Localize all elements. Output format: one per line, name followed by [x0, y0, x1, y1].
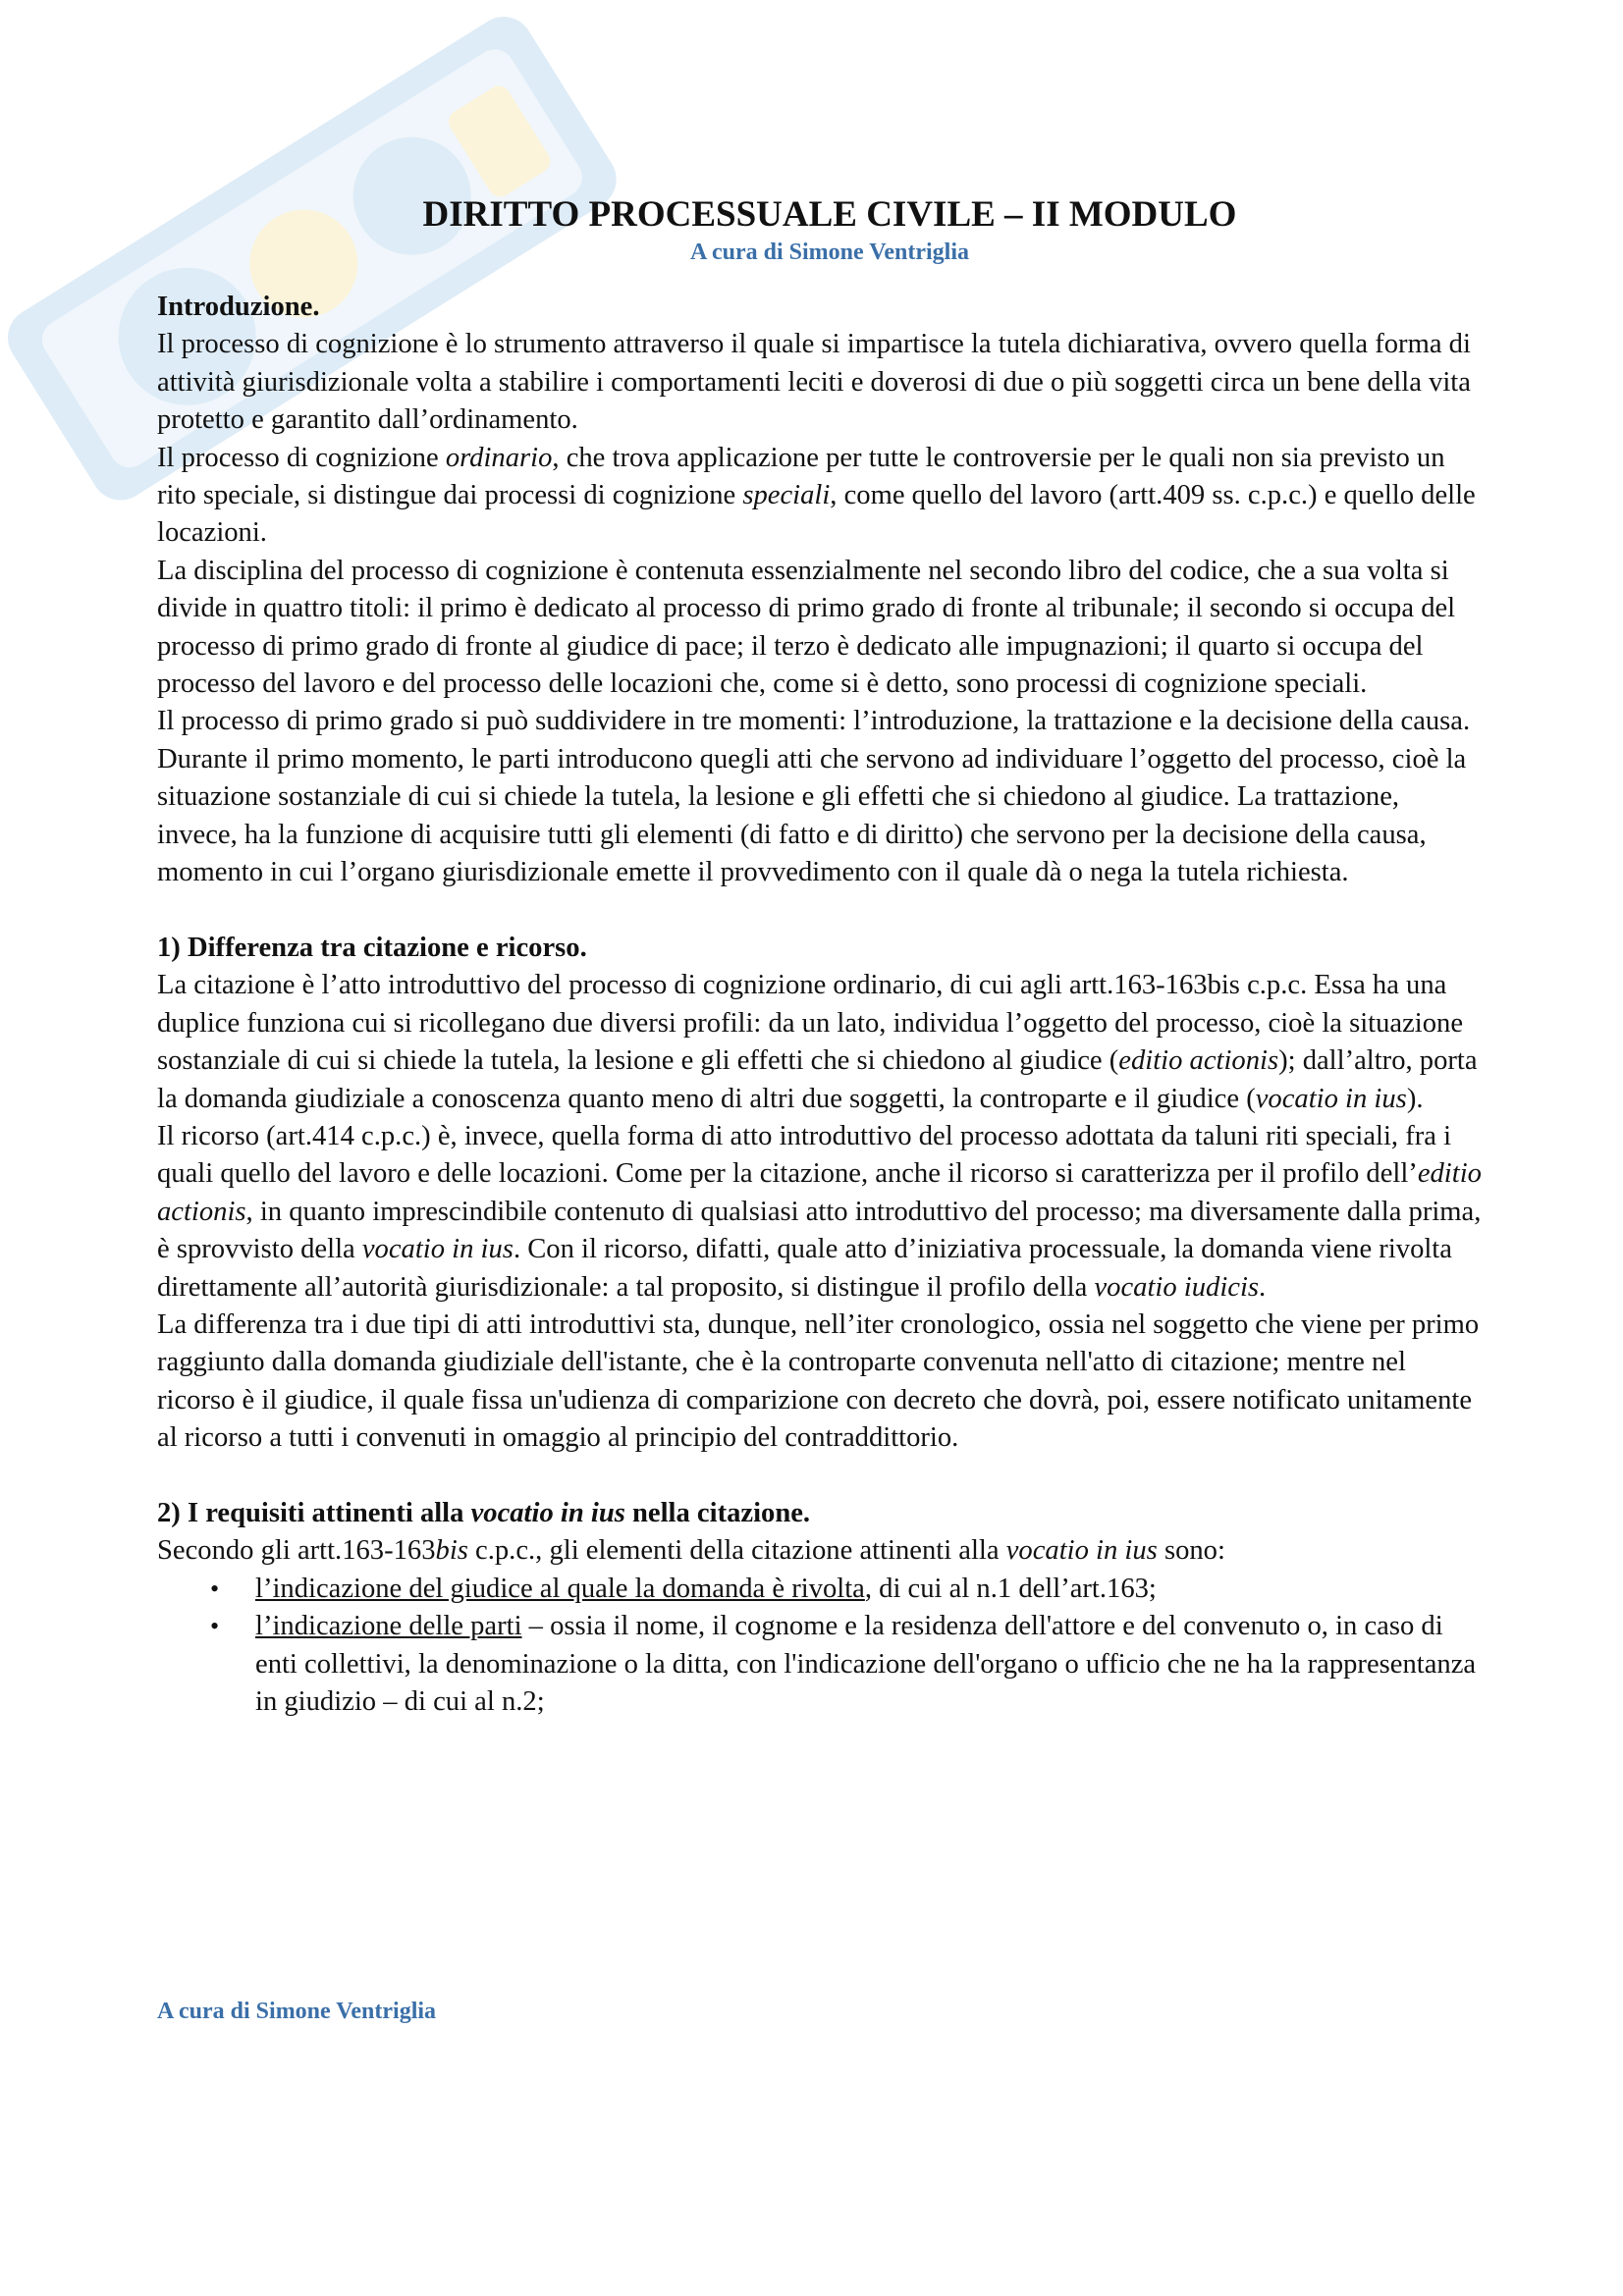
bullet-icon: • [210, 1612, 220, 1641]
intro-paragraph-3: La disciplina del processo di cognizione è contenuta essenzialmente nel secondo libro del codice, che a sua volta si divide in quattro titoli: il primo è dedicato al processo di primo grado di fronte al tribunale; il secondo si occupa del processo di primo grado di fronte al giudice di pace; il terzo è dedicato alle impugnazioni; il quarto si occupa del processo del lavoro e del processo delle locazioni che, come si è detto, sono processi di cognizione speciali. [157, 555, 1456, 700]
section-1-paragraph-3: La differenza tra i due tipi di atti introduttivi sta, dunque, nell’iter cronologico, ossia nel soggetto che viene per primo raggiunto dalla domanda giudiziale dell'istante, che è la controparte convenuta nell'atto di citazione; mentre nel ricorso è il giudice, il quale fissa un'udienza di comparizione con decreto che dovrà, poi, essere notificato unitamente al ricorso a tutti i convenuti in omaggio al principio del contraddittorio. [157, 1308, 1480, 1454]
document-title: DIRITTO PROCESSUALE CIVILE – II MODULO [422, 194, 1237, 235]
intro-paragraph-2: Il processo di cognizione ordinario, che trova applicazione per tutte le controversie per le quali non sia previsto un rito speciale, si distingue dai processi di cognizione speciali, come quello del lavoro (artt.409 ss. c.p.c.) e quello delle locazioni. [157, 442, 1476, 549]
document-subtitle: A cura di Simone Ventriglia [689, 240, 970, 265]
section-1-paragraph-2: Il ricorso (art.414 c.p.c.) è, invece, quella forma di atto introduttivo del processo adottata da taluni riti speciali, fra i quali quello del lavoro e delle locazioni. Come per la citazione, anche il ricorso si caratterizza per il profilo dell’editio actionis, in quanto imprescindibile contenuto di qualsiasi atto introduttivo del processo; ma diversamente dalla prima, è sprovvisto della vocatio in ius. Con il ricorso, difatti, quale atto d’iniziativa processuale, la domanda viene rivolta direttamente all’autorità giurisdizionale: a tal proposito, si distingue il profilo della vocatio iudicis. [157, 1120, 1482, 1303]
intro-paragraph-4: Il processo di primo grado si può suddividere in tre momenti: l’introduzione, la trattazione e la decisione della causa. Durante il primo momento, le parti introducono quegli atti che servono ad individuare l’oggetto del processo, cioè la situazione sostanziale di cui si chiede la tutela, la lesione e gli effetti che si chiedono al giudice. La trattazione, invece, ha la funzione di acquisire tutti gli elementi (di fatto e di diritto) che servono per la decisione della causa, momento in cui l’organo giurisdizionale emette il provvedimento con il quale dà o nega la tutela richiesta. [157, 706, 1471, 888]
section-2 [157, 1495, 1483, 1721]
document-page [157, 192, 1483, 1721]
section-1 [157, 930, 1483, 1458]
list-item: • l’indicazione delle parti – ossia il nome, il cognome e la residenza dell'attore e del convenuto o, in caso di enti collettivi, la denominazione o la ditta, con l'indicazione dell'organo o ufficio che ne ha la rappresentanza in giudizio – di cui al n.2; [255, 1608, 1483, 1721]
section-2-paragraph-1: Secondo gli artt.163-163bis c.p.c., gli elementi della citazione attinenti alla vocatio in ius sono: [157, 1535, 1225, 1567]
list-item: • l’indicazione del giudice al quale la domanda è rivolta, di cui al n.1 dell’art.163; [255, 1571, 1483, 1608]
intro-section [157, 289, 1483, 892]
section-1-paragraph-1: La citazione è l’atto introduttivo del processo di cognizione ordinario, di cui agli artt.163-163bis c.p.c. Essa ha una duplice funziona cui si ricollegano due diversi profili: da un lato, individua l’oggetto del processo, cioè la situazione sostanziale di cui si chiede la tutela, la lesione e gli effetti che si chiedono al giudice (editio actionis); dall’altro, porta la domanda giudiziale a conoscenza quanto meno di altri due soggetti, la controparte e il giudice (vocatio in ius). [157, 970, 1478, 1114]
section-2-heading: 2) I requisiti attinenti alla vocatio in ius nella citazione. [157, 1497, 811, 1528]
intro-heading: Introduzione. [157, 292, 320, 322]
requirements-list [157, 1571, 1483, 1722]
section-1-heading: 1) Differenza tra citazione e ricorso. [157, 932, 587, 963]
intro-paragraph-1: Il processo di cognizione è lo strumento attraverso il quale si impartisce la tutela dichiarativa, ovvero quella forma di attività giurisdizionale volta a stabilire i comportamenti leciti e doverosi di due o più soggetti circa un bene della vita protetto e garantito dall’ordinamento. [157, 329, 1471, 436]
bullet-icon: • [210, 1574, 220, 1603]
page-footer: A cura di Simone Ventriglia [157, 1999, 437, 2024]
